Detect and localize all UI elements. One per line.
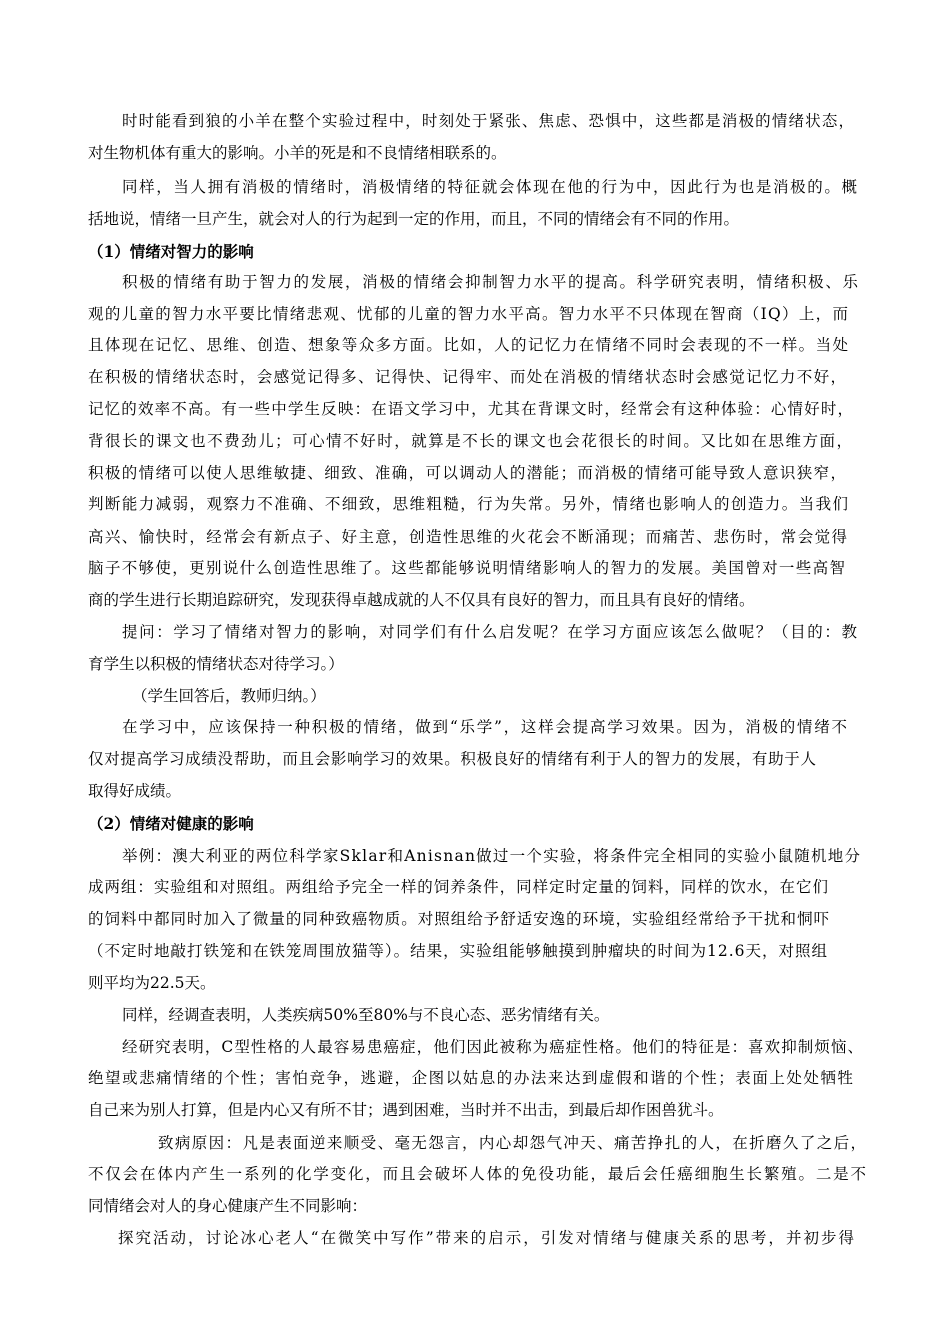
- text-line: 不仅会在体内产生一系列的化学变化，而且会破坏人体的免役功能，最后会任癌细胞生长繁殖。二是不: [88, 1165, 868, 1183]
- section-heading: （1）情绪对智力的影响: [88, 242, 254, 261]
- text-line: 括地说，情绪一旦产生，就会对人的行为起到一定的作用，而且，不同的情绪会有不同的作用。: [88, 210, 740, 228]
- text-line: 提问：学习了情绪对智力的影响，对同学们有什么启发呢？在学习方面应该怎么做呢？（目的：教: [122, 623, 859, 641]
- text-line: 记忆的效率不高。有一些中学生反映：在语文学习中，尤其在背课文时，经常会有这种体验：心情好时，: [88, 400, 855, 418]
- text-line: 的饲料中都同时加入了微量的同种致癌物质。对照组给予舒适安逸的环境，实验组经常给予干扰和恫吓: [88, 910, 830, 928]
- text-line: 对生物机体有重大的影响。小羊的死是和不良情绪相联系的。: [88, 144, 507, 162]
- text-line: 在积极的情绪状态时，会感觉记得多、记得快、记得牢、而处在消极的情绪状态时会感觉记忆力不好，: [88, 368, 848, 386]
- text-line: 育学生以积极的情绪状态对待学习。）: [88, 655, 344, 673]
- text-line: 同样，当人拥有消极的情绪时，消极情绪的特征就会体现在他的行为中，因此行为也是消极的。概: [122, 178, 859, 196]
- text-line: 经研究表明，C型性格的人最容易患癌症，他们因此被称为癌症性格。他们的特征是：喜欢抑制烦恼、: [122, 1038, 865, 1056]
- text-line: （不定时地敲打铁笼和在铁笼周围放猫等）。结果，实验组能够触摸到肿瘤块的时间为12.6天，对照组: [88, 942, 828, 960]
- text-line: （学生回答后，教师归纳。）: [132, 687, 326, 705]
- text-line: 商的学生进行长期追踪研究，发现获得卓越成就的人不仅具有良好的智力，而且具有良好的情绪。: [88, 591, 755, 609]
- text-line: 自己来为别人打算，但是内心又有所不甘；遇到困难，当时并不出击，到最后却作困兽犹斗。: [88, 1101, 724, 1119]
- text-line: 探究活动，讨论冰心老人“在微笑中写作”带来的启示，引发对情绪与健康关系的思考，并初步得: [118, 1229, 857, 1247]
- text-line: 同情绪会对人的身心健康产生不同影响：: [88, 1197, 368, 1215]
- text-line: 致病原因：凡是表面逆来顺受、毫无怨言，内心却怨气冲天、痛苦挣扎的人，在折磨久了之后，: [158, 1134, 868, 1152]
- text-line: 背很长的课文也不费劲儿；可心情不好时，就算是不长的课文也会花很长的时间。又比如在思维方面，: [88, 432, 854, 450]
- text-line: 判断能力减弱，观察力不准确、不细致，思维粗糙，行为失常。另外，情绪也影响人的创造力。当我们: [88, 495, 850, 513]
- text-line: 则平均为22.5天。: [88, 974, 216, 992]
- text-line: 在学习中，应该保持一种积极的情绪，做到“乐学”，这样会提高学习效果。因为，消极的情绪不: [122, 718, 849, 736]
- text-line: 积极的情绪有助于智力的发展，消极的情绪会抑制智力水平的提高。科学研究表明，情绪积极、乐: [122, 273, 860, 291]
- section-heading: （2）情绪对健康的影响: [88, 814, 254, 833]
- text-line: 取得好成绩。: [88, 782, 182, 800]
- text-line: 同样，经调查表明，人类疾病50%至80%与不良心态、恶劣情绪有关。: [122, 1006, 610, 1024]
- text-line: 观的儿童的智力水平要比情绪悲观、忧郁的儿童的智力水平高。智力水平不只体现在智商（IQ）上，而: [88, 305, 850, 323]
- text-line: 时时能看到狼的小羊在整个实验过程中，时刻处于紧张、焦虑、恐惧中，这些都是消极的情绪状态，: [122, 112, 856, 130]
- text-line: 高兴、愉快时，经常会有新点子、好主意，创造性思维的火花会不断涌现；而痛苦、悲伤时，常会觉得: [88, 528, 849, 546]
- text-line: 仅对提高学习成绩没帮助，而且会影响学习的效果。积极良好的情绪有利于人的智力的发展，有助于人: [88, 750, 817, 768]
- text-line: 且体现在记忆、思维、创造、想象等众多方面。比如，人的记忆力在情绪不同时会表现的不一样。当处: [88, 336, 850, 354]
- text-line: 成两组：实验组和对照组。两组给予完全一样的饲养条件，同样定时定量的饲料，同样的饮水，在它们: [88, 878, 829, 896]
- text-line: 举例：澳大利亚的两位科学家Sklar和Anisnan做过一个实验，将条件完全相同的实验小鼠随机地分: [122, 847, 862, 865]
- text-line: 脑子不够使，更别说什么创造性思维了。这些都能够说明情绪影响人的智力的发展。美国曾对一些高智: [88, 559, 847, 577]
- text-line: 积极的情绪可以使人思维敏捷、细致、准确，可以调动人的潜能；而消极的情绪可能导致人意识狭窄，: [88, 464, 848, 482]
- text-line: 绝望或悲痛情绪的个性；害怕竞争，逃避，企图以姑息的办法来达到虚假和谐的个性；表面上处处牺牲: [88, 1069, 855, 1087]
